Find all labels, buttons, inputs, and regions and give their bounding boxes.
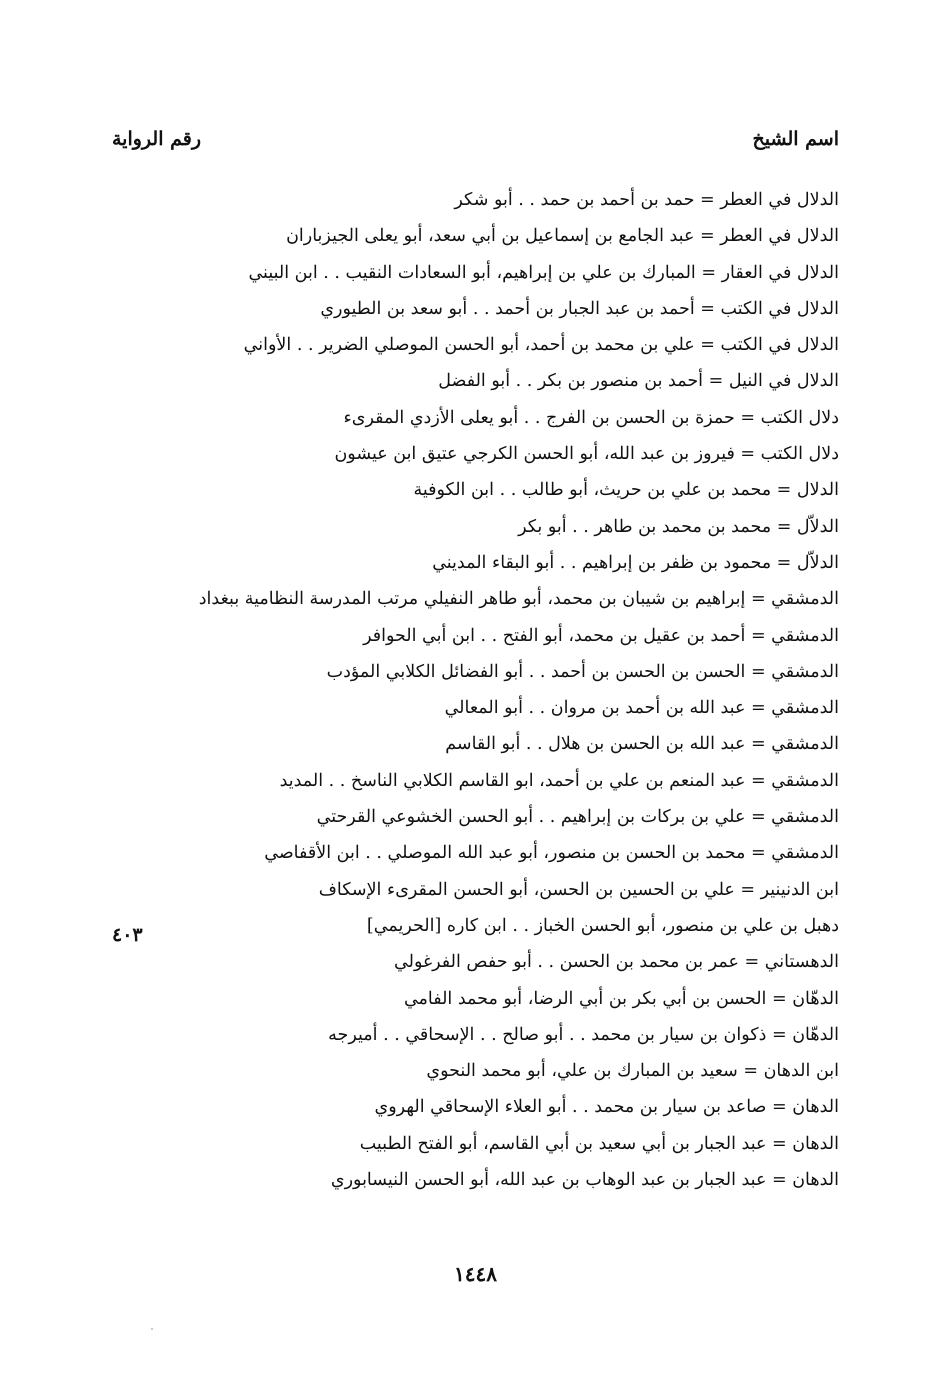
narration-number: ٤٠٣ bbox=[112, 924, 143, 946]
list-item: الدمشقي = عبد الله بن أحمد بن مروان . . أبو المعالي bbox=[444, 698, 839, 719]
list-item: الدلال في العطر = عبد الجامع بن إسماعيل بن أبي سعد، أبو يعلى الجيزباران bbox=[286, 226, 839, 247]
list-item: الدلال في العطر = حمد بن أحمد بن حمد . . أبو شكر bbox=[454, 190, 839, 210]
entry-list bbox=[139, 182, 839, 1198]
list-item: دهبل بن علي بن منصور، أبو الحسن الخباز . . ابن كاره [الحريمي] bbox=[366, 915, 839, 936]
list-item: دلال الكتب = حمزة بن الحسن بن الفرج . . أبو يعلى الأزدي المقرىء bbox=[343, 407, 839, 428]
list-item: الدمشقي = إبراهيم بن شيبان بن محمد، أبو طاهر النفيلي مرتب المدرسة النظامية ببغداد bbox=[198, 589, 839, 610]
list-item: الدمشقي = علي بن بركات بن إبراهيم . . أبو الحسن الخشوعي القرحتي bbox=[316, 807, 839, 828]
list-item: الدمشقي = أحمد بن عقيل بن محمد، أبو الفتح . . ابن أبي الحوافر bbox=[363, 625, 839, 646]
list-item: الدهستاني = عمر بن محمد بن الحسن . . أبو حفص الفرغولي bbox=[394, 952, 839, 973]
column-header-narration-number: رقم الرواية bbox=[112, 128, 201, 150]
list-item: الدهّان = الحسن بن أبي بكر بن أبي الرضا، أبو محمد الفامي bbox=[403, 988, 839, 1009]
list-item: الدلاّل = محمد بن محمد بن طاهر . . أبو بكر bbox=[518, 516, 839, 537]
list-item: الدهان = صاعد بن سيار بن محمد . . أبو العلاء الإسحاقي الهروي bbox=[374, 1097, 839, 1118]
list-item: ابن الدهان = سعيد بن المبارك بن علي، أبو محمد النحوي bbox=[426, 1061, 839, 1082]
list-item: الدهان = عبد الجبار بن عبد الوهاب بن عبد الله، أبو الحسن النيسابوري bbox=[330, 1170, 839, 1191]
list-item: ابن الدنينير = علي بن الحسين بن الحسن، أبو الحسن المقرىء الإسكاف bbox=[318, 879, 839, 900]
list-item: الدلال في العقار = المبارك بن علي بن إبراهيم، أبو السعادات النقيب . . ابن البيني bbox=[248, 262, 839, 283]
list-item: الدمشقي = محمد بن الحسن بن منصور، أبو عبد الله الموصلي . . ابن الأقفاصي bbox=[264, 843, 839, 864]
list-item: الدلال في الكتب = أحمد بن عبد الجبار بن أحمد . . أبو سعد بن الطيوري bbox=[320, 298, 839, 319]
list-item: الدمشقي = عبد المنعم بن علي بن أحمد، ابو القاسم الكلابي الناسخ . . المديد bbox=[279, 770, 839, 791]
list-item: الدمشقي = الحسن بن الحسن بن أحمد . . أبو الفضائل الكلابي المؤدب bbox=[326, 661, 839, 682]
list-item: الدلال في الكتب = علي بن محمد بن أحمد، أبو الحسن الموصلي الضرير . . الأواني bbox=[243, 335, 839, 356]
scan-speck bbox=[151, 1328, 153, 1330]
column-header-sheikh-name: اسم الشيخ bbox=[752, 128, 839, 150]
list-item: الدلال في النيل = أحمد بن منصور بن بكر . . أبو الفضل bbox=[438, 371, 839, 392]
list-item: الدهّان = ذكوان بن سيار بن محمد . . أبو صالح . . الإسحاقي . . أميرجه bbox=[328, 1024, 839, 1045]
list-item: الدلاّل = محمود بن ظفر بن إبراهيم . . أبو البقاء المديني bbox=[432, 552, 839, 573]
list-item: دلال الكتب = فيروز بن عبد الله، أبو الحسن الكرجي عتيق ابن عيشون bbox=[334, 444, 839, 465]
page-number: ١٤٤٨ bbox=[454, 1262, 497, 1286]
list-item: الدمشقي = عبد الله بن الحسن بن هلال . . أبو القاسم bbox=[445, 734, 839, 755]
list-item: الدهان = عبد الجبار بن أبي سعيد بن أبي القاسم، أبو الفتح الطبيب bbox=[359, 1133, 839, 1154]
list-item: الدلال = محمد بن علي بن حريث، أبو طالب . . ابن الكوفية bbox=[413, 480, 839, 501]
